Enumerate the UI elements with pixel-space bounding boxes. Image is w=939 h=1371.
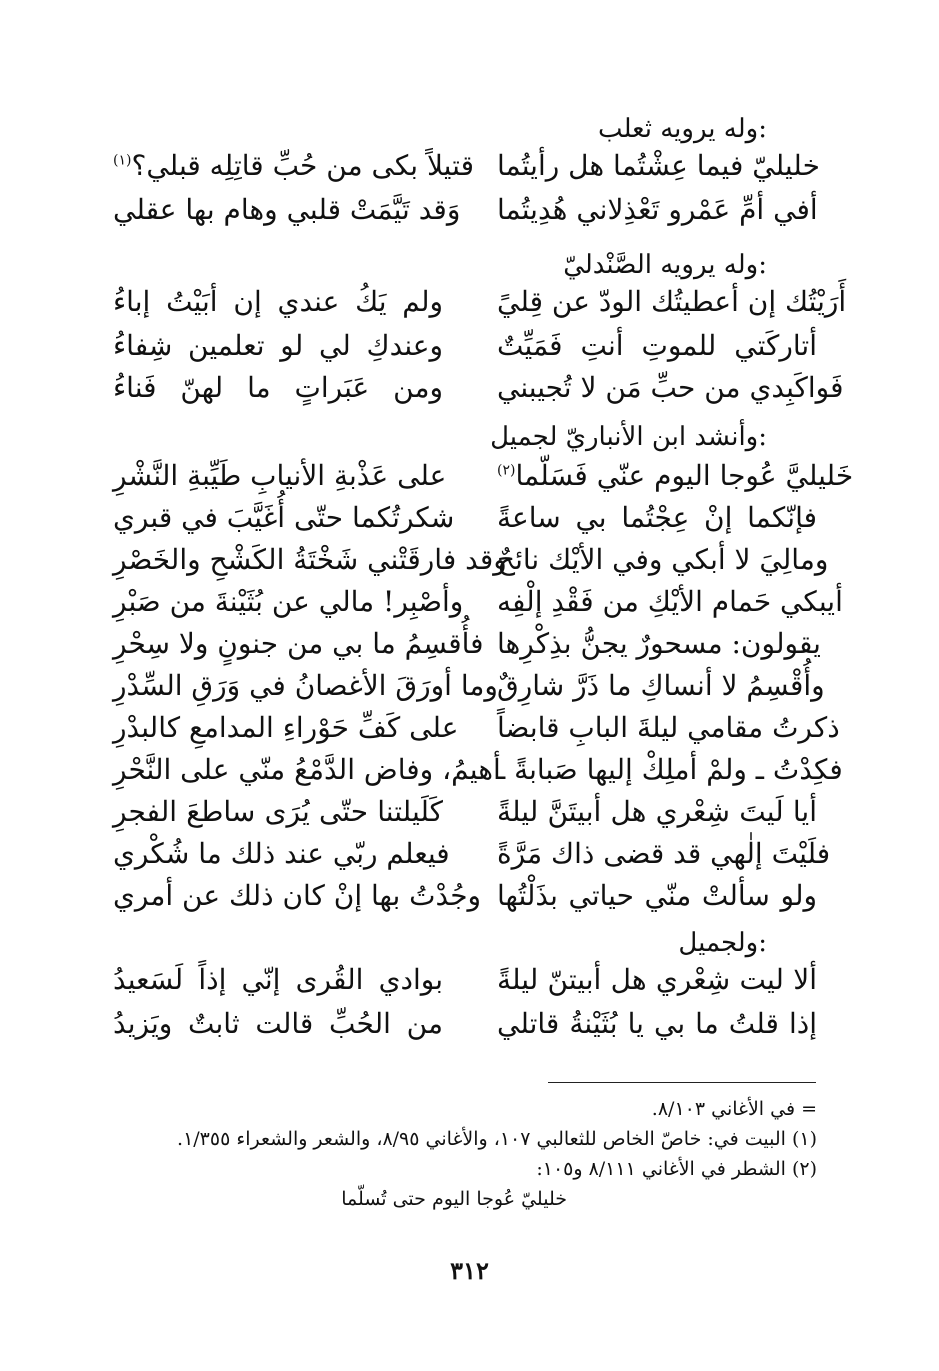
section-intro: وأنشد ابن الأنباريّ لجميل: — [490, 422, 767, 452]
verse-first-hemistich: إذا قلتُ ما بي يا بُثَيْنةُ قاتلي — [497, 1007, 817, 1040]
footnote-1: (١) البيت في: خاصّ الخاص للثعالبي ١٠٧، والأغاني ٨/٩٥، والشعر والشعراء ١/٣٥٥. — [177, 1128, 817, 1150]
verse-second-hemistich: كَلَيلتنا حتّى يُرَى ساطعَ الفجرِ — [113, 795, 443, 828]
footnote-continuation: = في الأغاني ٨/١٠٣. — [651, 1098, 817, 1120]
footnote-2: (٢) الشطر في الأغاني ٨/١١١ و١٠٥: — [536, 1158, 817, 1180]
verse-first-hemistich: ذكرتُ مقامي ليلةَ البابِ قابضاً — [497, 711, 840, 744]
verse-second-hemistich — [113, 146, 474, 186]
section-intro: ولجميل: — [678, 928, 767, 958]
footnote-2-quote: خليليّ عُوجا اليوم حتى تُسلّما — [341, 1188, 567, 1210]
verse-second-hemistich: وجُدْتُ بها إنْ كان ذلك عن أمري — [113, 879, 482, 912]
verse-second-hemistich: فيعلم ربّي عند ذلك ما شُكْري — [113, 837, 450, 870]
verse-first-hemistich: فإنّكما إنْ عِجْتُما بي ساعةً — [497, 501, 817, 534]
verse-first-hemistich: ومالِيَ لا أبكي وفي الأيْك نائحٌ — [497, 543, 829, 576]
verse-second-hemistich: فأُقسِمُ ما بي من جنونٍ ولا سِحْرِ — [113, 627, 484, 660]
verse-second-hemistich: على عَذْبةِ الأنيابِ طَيِّبةِ النَّشْرِ — [113, 459, 447, 492]
verse-second-hemistich: ومن عَبَراتٍ ما لهنّ فَناءُ — [113, 371, 443, 404]
verse-second-hemistich: على كَفِّ حَوْراءِ المدامعِ كالبدْرِ — [113, 711, 459, 744]
footnote-marker: (٢) — [497, 462, 516, 479]
verse-second-hemistich: وما أورَقَ الأغصانُ في وَرَقِ السِّدْرِ — [113, 669, 498, 702]
verse-second-hemistich: شكرتُكما حتّى أُغَيَّبَ في قبري — [113, 501, 455, 534]
verse-first-text: خَليليَّ عُوجا اليوم عنّي فَسَلّما — [515, 459, 854, 492]
page-number: ٣١٢ — [450, 1256, 489, 1285]
verse-first-hemistich: يقولون: مسحورٌ يجنُّ بذِكْرِها — [497, 627, 821, 660]
verse-second-hemistich: من الحُبِّ قالت ثابتٌ ويَزيدُ — [113, 1007, 443, 1040]
verse-first-hemistich: وأُقْسِمُ لا أنساكِ ما ذَرَّ شارِقٌ — [497, 669, 825, 702]
verse-second-hemistich: وَقد تَيَّمَتْ قلبي وهام بها عقلي — [113, 193, 461, 226]
verse-first-hemistich: أيبكي حَمام الأيْكِ من فَقْدِ إلْفِه — [497, 585, 843, 618]
verse-first-hemistich — [497, 456, 854, 496]
footnote-marker: (١) — [113, 152, 132, 169]
verse-second-hemistich: وعندكِ لي لو تعلمين شِفاءُ — [113, 329, 443, 362]
verse-first-hemistich: ولو سألتْ منّي حياتي بذَلْتُها — [497, 879, 817, 912]
footnote-divider — [548, 1082, 816, 1083]
verse-first-hemistich: أَرَيْتُك إن أعطيتُك الودّ عن قِليً — [497, 285, 847, 318]
verse-first-hemistich: فَواكَبِدي من حبِّ مَن لا تُجيبني — [497, 371, 844, 404]
verse-first-hemistich: فلَيْتَ إلٰهي قد قضى ذاك مَرَّةً — [497, 837, 831, 870]
verse-second-text: قتيلاً بكى من حُبِّ قاتِلِه قبلي؟ — [131, 149, 474, 182]
verse-first-hemistich: أتاركَتي للموتِ أنتِ فَمَيِّتٌ — [497, 329, 817, 362]
verse-second-hemistich: ولم يَكُ عندي إن أبَيْتُ إباءُ — [113, 285, 443, 318]
verse-first-hemistich: أفي أمِّ عَمْرو تَعْذِلاني هُدِيتُما — [497, 193, 818, 226]
verse-second-hemistich: وقد فارقَتْني شَخْتَةُ الكَشْحِ والخَصْرِ — [113, 543, 507, 576]
verse-first-hemistich: فكِدْتُ ـ ولمْ أملِكْ إليها صَبابةً ـ — [497, 753, 843, 786]
verse-first-hemistich: خليليّ فيما عِشْتُما هل رأيتُما — [497, 149, 820, 182]
section-intro: وله يرويه الصَّنْدليّ: — [563, 250, 767, 280]
verse-second-hemistich: بوادي القُرى إنّي إذاً لَسَعيدُ — [113, 963, 443, 996]
verse-second-hemistich: وأصْبِر! مالي عن بُثَيْنةَ من صَبْرِ — [113, 585, 464, 618]
section-intro: وله يرويه ثعلب: — [598, 114, 767, 144]
verse-first-hemistich: ألا ليت شِعْري هل أبيتنّ ليلةً — [497, 963, 817, 996]
verse-first-hemistich: أيا لَيتَ شِعْري هل أبيتَنَّ ليلةً — [497, 795, 817, 828]
verse-second-hemistich: أهيمُ، وفاض الدَّمْعُ منّي على النَّحْرِ — [113, 753, 501, 786]
